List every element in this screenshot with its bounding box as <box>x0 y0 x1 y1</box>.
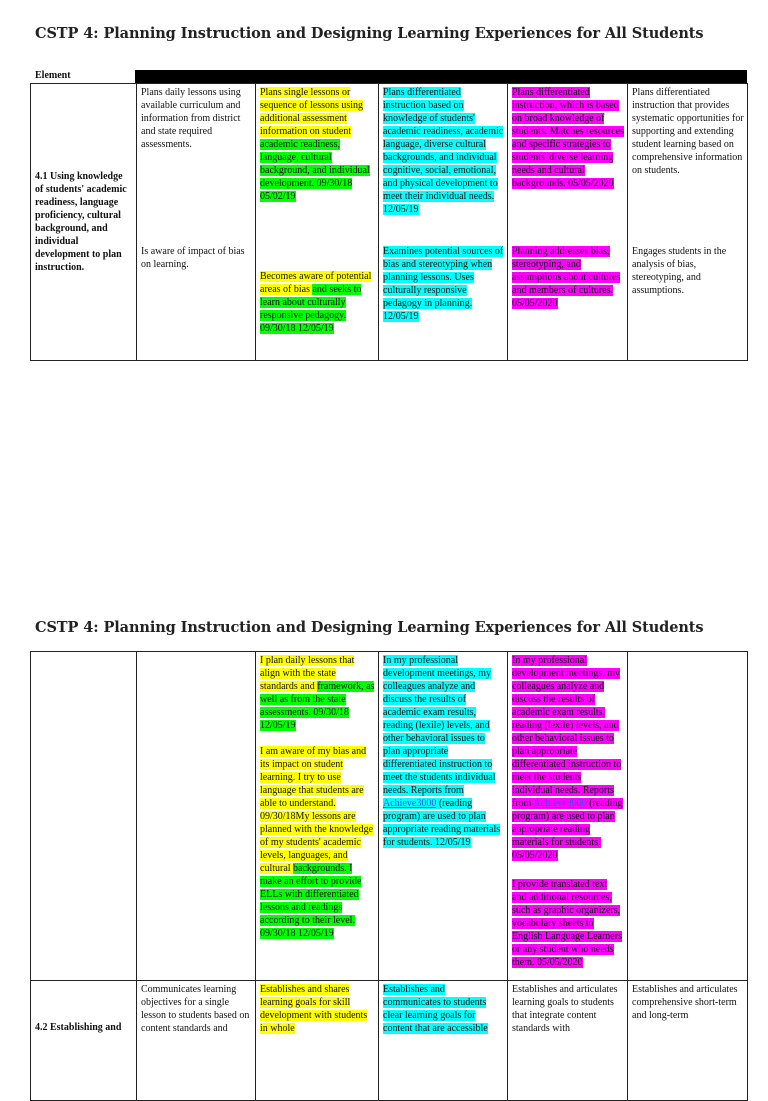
cell-paragraph <box>141 86 252 151</box>
header-bar <box>135 70 747 83</box>
cell-text: Becomes aware of potential areas of bias <box>260 271 372 295</box>
cell-paragraph <box>383 983 504 1035</box>
cell-paragraph <box>260 86 375 203</box>
cell-paragraph <box>141 245 252 271</box>
cell-text: Is aware of impact of bias on learning. <box>141 246 245 270</box>
cell-paragraph <box>512 983 624 1035</box>
cell-text: Plans single lessons or sequence of lessons using additional assessment information on student <box>260 87 364 137</box>
rubric-table-1 <box>30 83 748 361</box>
table-row <box>31 652 748 981</box>
cell-paragraph <box>512 654 624 862</box>
rubric-table-2 <box>30 651 748 1101</box>
cell-text: Plans daily lessons using available curriculum and information from district and state required assessments. <box>141 87 241 150</box>
achieve3000-link[interactable]: Achieve3000 <box>383 798 437 809</box>
evidence-cell <box>508 652 628 981</box>
element-cell <box>31 652 137 981</box>
element-cell: 4.1 Using knowledge of students' academic readiness, language proficiency, cultural background, and individual development to plan instruction. <box>31 84 137 361</box>
level-cell <box>379 981 508 1101</box>
cell-text: and seeks to learn about culturally responsive pedagogy. 09/30/18 12/05/19 <box>260 284 362 334</box>
element-column-header: Element <box>35 70 71 81</box>
cell-text: Plans differentiated instruction that provides systematic opportunities for supporting and extending student learning based on comprehensive information on students. <box>632 87 744 176</box>
cell-text: Establishes and shares learning goals for skill development with students in whole <box>260 984 368 1034</box>
level-cell <box>137 84 256 361</box>
level-cell <box>508 84 628 361</box>
cell-paragraph <box>383 245 504 323</box>
cell-text: In my professional development meetings, my colleagues analyze and discuss the results of academic exam results, reading (lexile) levels, and other behavioral issues to plan appropriate differentiated instruction to meet the students individual needs. Reports from <box>383 655 496 796</box>
page-title-2: CSTP 4: Planning Instruction and Designing Learning Experiences for All Students <box>35 619 704 636</box>
cell-paragraph <box>260 654 375 732</box>
cell-text: backgrounds. I make an effort to provide ELLs with differentiated lessons and readings according to their level. 09/30/18 12/05/19 <box>260 863 362 939</box>
cell-text: I am aware of my bias and its impact on student learning. I try to use language that students are able to understand. 09/30/18My lessons are planned with the knowledge of my students' academic levels, languages, and cultural <box>260 746 374 874</box>
evidence-cell <box>256 652 379 981</box>
cell-text: academic readiness, language, cultural background, and individual development. 09/30/18 05/02/19 <box>260 139 370 202</box>
cell-text: Engages students in the analysis of bias, stereotyping, and assumptions. <box>632 246 727 296</box>
cell-text: I provide translated text and additional resources, such as graphic organizers, vocabulary sheets to English Language Learners or any student who needs them. 05/05/2020 <box>512 879 622 968</box>
cell-paragraph <box>632 245 744 297</box>
cell-paragraph <box>141 983 252 1035</box>
cell-text: Planning addresses bias, stereotyping, and assumptions about cultures and members of cultures. 05/05/2020 <box>512 246 621 309</box>
level-cell <box>256 981 379 1101</box>
achieve3000-link[interactable]: Achieve3000 <box>533 798 587 809</box>
evidence-cell <box>137 652 256 981</box>
element-cell: 4.2 Establishing and <box>31 981 137 1101</box>
cell-text: In my professional development meetings, my colleagues analyze and discuss the results of academic exam results, reading (lexile) levels, and other behavioral issues to plan appropriate differentiated instruction to meet the students individual needs. Reports from <box>512 655 622 809</box>
cell-text: Establishes and articulates comprehensive short-term and long-term <box>632 984 738 1021</box>
cell-text: (reading program) are used to plan appropriate reading materials for students. 05/05/2020 <box>512 798 623 861</box>
level-cell <box>628 84 748 361</box>
cell-paragraph <box>383 654 504 849</box>
cell-text: Plans differentiated instruction, which is based on broad knowledge of students. Matches resources and specific strategies to students' diverse learning needs and cultural backgrounds. 05/05/2020 <box>512 87 624 189</box>
cell-paragraph <box>512 878 624 969</box>
cell-paragraph <box>383 86 504 216</box>
cell-paragraph <box>260 745 375 940</box>
level-cell <box>379 84 508 361</box>
cell-paragraph <box>260 270 375 335</box>
cell-paragraph <box>512 245 624 310</box>
cell-paragraph <box>512 86 624 190</box>
level-cell <box>137 981 256 1101</box>
cell-paragraph <box>632 983 744 1022</box>
cell-text: Establishes and communicates to students clear learning goals for content that are accessible <box>383 984 488 1034</box>
page-title-1: CSTP 4: Planning Instruction and Designing Learning Experiences for All Students <box>35 25 704 42</box>
level-cell <box>628 981 748 1101</box>
cell-text: Plans differentiated instruction based on knowledge of students' academic readiness, academic language, diverse cultural backgrounds, and individual cognitive, social, emotional, and physical development to meet their individual needs. 12/05/19 <box>383 87 504 215</box>
cell-text: Establishes and articulates learning goals to students that integrate content standards with <box>512 984 618 1034</box>
cell-text: (reading program) are used to plan appropriate reading materials for students. 12/05/19 <box>383 798 501 848</box>
cell-paragraph <box>260 983 375 1035</box>
table-row <box>31 84 748 361</box>
level-cell <box>256 84 379 361</box>
evidence-cell <box>379 652 508 981</box>
cell-text: framework, as well as from the state assessments. 09/30/18 12/05/19 <box>260 681 375 731</box>
table-row <box>31 981 748 1101</box>
cell-text: I plan daily lessons that align with the state standards and <box>260 655 355 692</box>
cell-text: Communicates learning objectives for a single lesson to students based on content standards and <box>141 984 250 1034</box>
evidence-cell <box>628 652 748 981</box>
level-cell <box>508 981 628 1101</box>
cell-text: Examines potential sources of bias and stereotyping when planning lessons. Uses culturally responsive pedagogy in planning. 12/05/19 <box>383 246 504 322</box>
cell-paragraph <box>632 86 744 177</box>
